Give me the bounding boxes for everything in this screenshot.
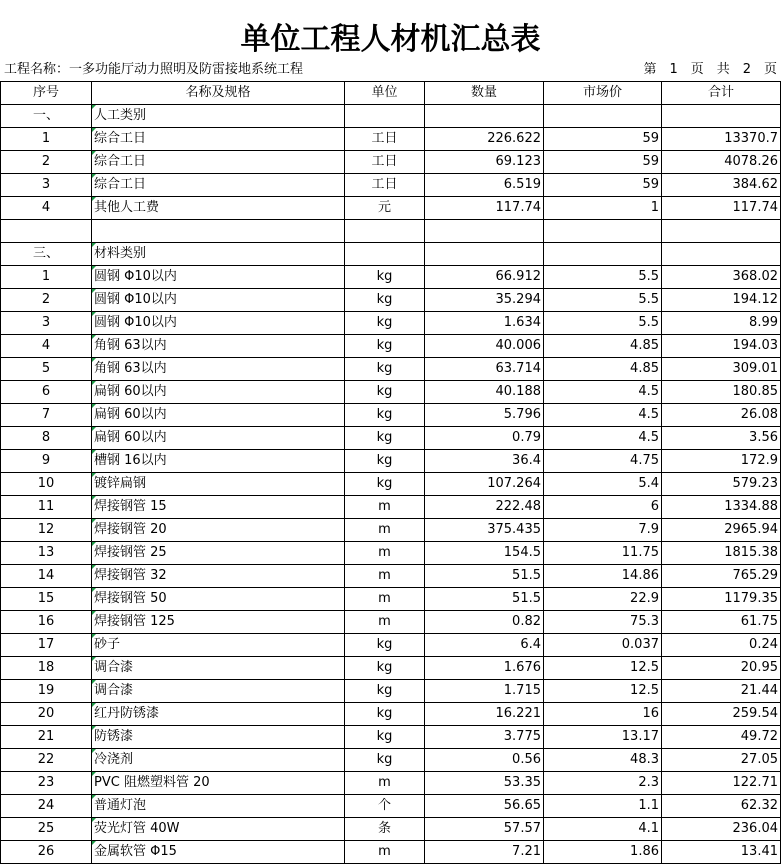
cell-no[interactable]: 6 bbox=[1, 381, 92, 404]
cell-unit[interactable]: kg bbox=[345, 358, 425, 381]
cell-price[interactable]: 5.4 bbox=[544, 473, 662, 496]
cell-no[interactable]: 21 bbox=[1, 726, 92, 749]
cell-no[interactable]: 7 bbox=[1, 404, 92, 427]
cell-no[interactable]: 18 bbox=[1, 657, 92, 680]
cell-qty[interactable]: 6.4 bbox=[425, 634, 544, 657]
table-row bbox=[1, 588, 781, 611]
cell-unit[interactable]: 条 bbox=[345, 818, 425, 841]
cell-unit[interactable]: kg bbox=[345, 726, 425, 749]
cell-price[interactable]: 7.9 bbox=[544, 519, 662, 542]
header-row bbox=[1, 82, 781, 105]
cell-name[interactable]: 圆钢 Φ10以内 bbox=[92, 312, 345, 335]
cell-no[interactable]: 22 bbox=[1, 749, 92, 772]
cell-price[interactable]: 13.17 bbox=[544, 726, 662, 749]
table-row bbox=[1, 450, 781, 473]
cell-no[interactable]: 20 bbox=[1, 703, 92, 726]
cell-price[interactable]: 16 bbox=[544, 703, 662, 726]
cell-no[interactable]: 1 bbox=[1, 128, 92, 151]
table-row bbox=[1, 657, 781, 680]
cell-qty[interactable]: 69.123 bbox=[425, 151, 544, 174]
cell-total[interactable]: 4078.26 bbox=[662, 151, 781, 174]
cell-price[interactable]: 5.5 bbox=[544, 289, 662, 312]
cell-total[interactable]: 8.99 bbox=[662, 312, 781, 335]
table-row bbox=[1, 197, 781, 220]
table-row bbox=[1, 726, 781, 749]
cell-name[interactable]: 焊接钢管 125 bbox=[92, 611, 345, 634]
cell-name[interactable]: 综合工日 bbox=[92, 151, 345, 174]
sheet-title: 单位工程人材机汇总表 bbox=[240, 22, 541, 57]
cell-total[interactable]: 1179.35 bbox=[662, 588, 781, 611]
table-row bbox=[1, 542, 781, 565]
cell-price[interactable]: 12.5 bbox=[544, 680, 662, 703]
col-header-no[interactable]: 序号 bbox=[1, 82, 92, 105]
cell-qty[interactable]: 3.775 bbox=[425, 726, 544, 749]
cell-name[interactable]: 焊接钢管 15 bbox=[92, 496, 345, 519]
cell-price[interactable]: 48.3 bbox=[544, 749, 662, 772]
cell-qty[interactable]: 36.4 bbox=[425, 450, 544, 473]
cell-total[interactable]: 0.24 bbox=[662, 634, 781, 657]
cell-no[interactable]: 2 bbox=[1, 289, 92, 312]
cell-no[interactable]: 13 bbox=[1, 542, 92, 565]
cell-unit[interactable]: m bbox=[345, 588, 425, 611]
cell-total[interactable]: 180.85 bbox=[662, 381, 781, 404]
cell-unit[interactable]: kg bbox=[345, 289, 425, 312]
table-row bbox=[1, 335, 781, 358]
cell-total[interactable]: 309.01 bbox=[662, 358, 781, 381]
cell-no[interactable]: 26 bbox=[1, 841, 92, 864]
cell-no[interactable]: 23 bbox=[1, 772, 92, 795]
cell-price[interactable] bbox=[544, 243, 662, 266]
cell-qty[interactable]: 63.714 bbox=[425, 358, 544, 381]
cell-name[interactable]: 圆钢 Φ10以内 bbox=[92, 266, 345, 289]
cell-price[interactable]: 4.1 bbox=[544, 818, 662, 841]
cell-name[interactable]: 镀锌扁钢 bbox=[92, 473, 345, 496]
cell-price[interactable]: 59 bbox=[544, 128, 662, 151]
cell-no[interactable]: 4 bbox=[1, 197, 92, 220]
cell-name[interactable]: 防锈漆 bbox=[92, 726, 345, 749]
cell-unit[interactable]: 工日 bbox=[345, 128, 425, 151]
table-row bbox=[1, 749, 781, 772]
cell-no[interactable]: 25 bbox=[1, 818, 92, 841]
table-row bbox=[1, 496, 781, 519]
cell-unit[interactable] bbox=[345, 105, 425, 128]
table-row bbox=[1, 611, 781, 634]
cell-unit[interactable]: 元 bbox=[345, 197, 425, 220]
table-row bbox=[1, 519, 781, 542]
cell-unit[interactable] bbox=[345, 243, 425, 266]
table-row bbox=[1, 266, 781, 289]
project-name: 工程名称：一多功能厅动力照明及防雷接地系统工程 bbox=[4, 62, 304, 77]
cell-unit[interactable]: m bbox=[345, 519, 425, 542]
cell-qty[interactable]: 35.294 bbox=[425, 289, 544, 312]
cell-total[interactable]: 384.62 bbox=[662, 174, 781, 197]
cell-no[interactable]: 16 bbox=[1, 611, 92, 634]
cell-name[interactable]: 调合漆 bbox=[92, 657, 345, 680]
cell-unit[interactable]: kg bbox=[345, 680, 425, 703]
cell-qty[interactable]: 226.622 bbox=[425, 128, 544, 151]
cell-unit[interactable]: kg bbox=[345, 266, 425, 289]
cell-unit[interactable]: m bbox=[345, 841, 425, 864]
cell-name[interactable]: 材料类别 bbox=[92, 243, 345, 266]
cell-name[interactable]: 焊接钢管 32 bbox=[92, 565, 345, 588]
cell-price[interactable]: 5.5 bbox=[544, 266, 662, 289]
cell-total[interactable]: 259.54 bbox=[662, 703, 781, 726]
cell-unit[interactable]: kg bbox=[345, 381, 425, 404]
project-info-line bbox=[0, 61, 781, 79]
cell-price[interactable]: 4.85 bbox=[544, 335, 662, 358]
cell-price[interactable]: 0.037 bbox=[544, 634, 662, 657]
cell-unit[interactable]: m bbox=[345, 772, 425, 795]
cell-price[interactable]: 1 bbox=[544, 197, 662, 220]
cell-unit[interactable]: 个 bbox=[345, 795, 425, 818]
cell-price[interactable]: 75.3 bbox=[544, 611, 662, 634]
cell-qty[interactable]: 1.715 bbox=[425, 680, 544, 703]
cell-price[interactable]: 1.86 bbox=[544, 841, 662, 864]
table-row bbox=[1, 818, 781, 841]
cell-price[interactable]: 12.5 bbox=[544, 657, 662, 680]
cell-qty[interactable] bbox=[425, 243, 544, 266]
cell-name[interactable]: 普通灯泡 bbox=[92, 795, 345, 818]
cell-unit[interactable]: 工日 bbox=[345, 151, 425, 174]
cell-unit[interactable]: kg bbox=[345, 450, 425, 473]
cell-price[interactable] bbox=[544, 220, 662, 243]
cell-no[interactable]: 15 bbox=[1, 588, 92, 611]
table-row bbox=[1, 381, 781, 404]
cell-total[interactable]: 13.41 bbox=[662, 841, 781, 864]
cell-price[interactable]: 4.5 bbox=[544, 381, 662, 404]
cell-name[interactable]: 综合工日 bbox=[92, 174, 345, 197]
cell-price[interactable]: 4.5 bbox=[544, 404, 662, 427]
cell-qty[interactable]: 222.48 bbox=[425, 496, 544, 519]
cell-no[interactable]: 2 bbox=[1, 151, 92, 174]
table-row bbox=[1, 841, 781, 864]
cell-qty[interactable]: 0.56 bbox=[425, 749, 544, 772]
cell-no[interactable]: 5 bbox=[1, 358, 92, 381]
col-header-qty[interactable]: 数量 bbox=[425, 82, 544, 105]
cell-no[interactable]: 3 bbox=[1, 312, 92, 335]
cell-name[interactable]: 圆钢 Φ10以内 bbox=[92, 289, 345, 312]
cell-no[interactable]: 一、 bbox=[1, 105, 92, 128]
cell-total[interactable]: 579.23 bbox=[662, 473, 781, 496]
cell-qty[interactable] bbox=[425, 105, 544, 128]
cell-name[interactable]: PVC 阻燃塑料管 20 bbox=[92, 772, 345, 795]
cell-qty[interactable]: 5.796 bbox=[425, 404, 544, 427]
cell-qty[interactable]: 51.5 bbox=[425, 565, 544, 588]
cell-name[interactable]: 扁钢 60以内 bbox=[92, 404, 345, 427]
cell-total[interactable]: 122.71 bbox=[662, 772, 781, 795]
cell-name[interactable]: 焊接钢管 20 bbox=[92, 519, 345, 542]
cell-qty[interactable]: 56.65 bbox=[425, 795, 544, 818]
cell-qty[interactable]: 66.912 bbox=[425, 266, 544, 289]
col-header-name[interactable]: 名称及规格 bbox=[92, 82, 345, 105]
table-row bbox=[1, 358, 781, 381]
cell-unit[interactable]: kg bbox=[345, 749, 425, 772]
table-row bbox=[1, 105, 781, 128]
table-row bbox=[1, 128, 781, 151]
table-row bbox=[1, 151, 781, 174]
cell-price[interactable]: 6 bbox=[544, 496, 662, 519]
cell-qty[interactable]: 375.435 bbox=[425, 519, 544, 542]
cell-total[interactable]: 1815.38 bbox=[662, 542, 781, 565]
col-header-total[interactable]: 合计 bbox=[662, 82, 781, 105]
table-row bbox=[1, 404, 781, 427]
cell-no[interactable]: 3 bbox=[1, 174, 92, 197]
cell-name[interactable]: 焊接钢管 25 bbox=[92, 542, 345, 565]
cell-no[interactable]: 1 bbox=[1, 266, 92, 289]
cell-unit[interactable]: m bbox=[345, 565, 425, 588]
cell-qty[interactable]: 1.676 bbox=[425, 657, 544, 680]
cell-total[interactable]: 1334.88 bbox=[662, 496, 781, 519]
cell-name[interactable]: 综合工日 bbox=[92, 128, 345, 151]
table-row bbox=[1, 795, 781, 818]
table-row bbox=[1, 427, 781, 450]
cell-qty[interactable]: 107.264 bbox=[425, 473, 544, 496]
cell-total[interactable]: 2965.94 bbox=[662, 519, 781, 542]
cell-price[interactable]: 1.1 bbox=[544, 795, 662, 818]
cell-total[interactable] bbox=[662, 105, 781, 128]
cell-total[interactable]: 20.95 bbox=[662, 657, 781, 680]
cell-no[interactable]: 24 bbox=[1, 795, 92, 818]
cell-total[interactable]: 117.74 bbox=[662, 197, 781, 220]
cell-unit[interactable]: kg bbox=[345, 427, 425, 450]
cell-price[interactable]: 22.9 bbox=[544, 588, 662, 611]
cell-no[interactable]: 19 bbox=[1, 680, 92, 703]
cell-no[interactable]: 11 bbox=[1, 496, 92, 519]
cell-name[interactable]: 人工类别 bbox=[92, 105, 345, 128]
cell-price[interactable]: 4.5 bbox=[544, 427, 662, 450]
cell-total[interactable]: 194.03 bbox=[662, 335, 781, 358]
cell-unit[interactable] bbox=[345, 220, 425, 243]
table-row bbox=[1, 703, 781, 726]
cell-price[interactable]: 59 bbox=[544, 151, 662, 174]
cell-qty[interactable]: 1.634 bbox=[425, 312, 544, 335]
cell-price[interactable]: 2.3 bbox=[544, 772, 662, 795]
cell-no[interactable]: 三、 bbox=[1, 243, 92, 266]
cell-unit[interactable]: kg bbox=[345, 703, 425, 726]
table-row bbox=[1, 220, 781, 243]
cell-price[interactable]: 11.75 bbox=[544, 542, 662, 565]
cell-price[interactable] bbox=[544, 105, 662, 128]
cell-no[interactable]: 4 bbox=[1, 335, 92, 358]
cell-qty[interactable]: 40.188 bbox=[425, 381, 544, 404]
cell-qty[interactable]: 40.006 bbox=[425, 335, 544, 358]
page-info: 第 1 页 共 2 页 bbox=[643, 62, 777, 77]
cell-qty[interactable]: 57.57 bbox=[425, 818, 544, 841]
table-row bbox=[1, 680, 781, 703]
cell-name[interactable]: 焊接钢管 50 bbox=[92, 588, 345, 611]
table-row bbox=[1, 174, 781, 197]
cell-total[interactable]: 62.32 bbox=[662, 795, 781, 818]
cell-name[interactable]: 红丹防锈漆 bbox=[92, 703, 345, 726]
cell-price[interactable]: 59 bbox=[544, 174, 662, 197]
cell-total[interactable]: 26.08 bbox=[662, 404, 781, 427]
cell-name[interactable]: 扁钢 60以内 bbox=[92, 427, 345, 450]
cell-no[interactable]: 12 bbox=[1, 519, 92, 542]
cell-name[interactable] bbox=[92, 220, 345, 243]
cell-no[interactable]: 8 bbox=[1, 427, 92, 450]
cell-qty[interactable] bbox=[425, 220, 544, 243]
cell-name[interactable]: 金属软管 Φ15 bbox=[92, 841, 345, 864]
cell-name[interactable]: 角钢 63以内 bbox=[92, 335, 345, 358]
table-row bbox=[1, 243, 781, 266]
cell-name[interactable]: 荧光灯管 40W bbox=[92, 818, 345, 841]
cell-price[interactable]: 5.5 bbox=[544, 312, 662, 335]
cell-total[interactable]: 765.29 bbox=[662, 565, 781, 588]
cell-qty[interactable]: 7.21 bbox=[425, 841, 544, 864]
cell-no[interactable]: 10 bbox=[1, 473, 92, 496]
cell-total[interactable] bbox=[662, 220, 781, 243]
cell-unit[interactable]: kg bbox=[345, 634, 425, 657]
cell-name[interactable]: 扁钢 60以内 bbox=[92, 381, 345, 404]
table-row bbox=[1, 772, 781, 795]
cell-unit[interactable]: kg bbox=[345, 657, 425, 680]
table-row bbox=[1, 312, 781, 335]
cell-name[interactable]: 调合漆 bbox=[92, 680, 345, 703]
table-row bbox=[1, 473, 781, 496]
cell-total[interactable]: 3.56 bbox=[662, 427, 781, 450]
cell-price[interactable]: 4.85 bbox=[544, 358, 662, 381]
cell-unit[interactable]: m bbox=[345, 611, 425, 634]
cell-no[interactable]: 14 bbox=[1, 565, 92, 588]
cell-name[interactable]: 其他人工费 bbox=[92, 197, 345, 220]
cell-name[interactable]: 砂子 bbox=[92, 634, 345, 657]
cell-qty[interactable]: 0.82 bbox=[425, 611, 544, 634]
cell-total[interactable]: 21.44 bbox=[662, 680, 781, 703]
cell-total[interactable]: 61.75 bbox=[662, 611, 781, 634]
cell-total[interactable]: 27.05 bbox=[662, 749, 781, 772]
col-header-unit[interactable]: 单位 bbox=[345, 82, 425, 105]
table-row bbox=[1, 289, 781, 312]
cell-unit[interactable]: kg bbox=[345, 473, 425, 496]
cell-no[interactable] bbox=[1, 220, 92, 243]
cell-unit[interactable]: m bbox=[345, 542, 425, 565]
cell-qty[interactable]: 16.221 bbox=[425, 703, 544, 726]
cell-qty[interactable]: 154.5 bbox=[425, 542, 544, 565]
cell-total[interactable]: 49.72 bbox=[662, 726, 781, 749]
cell-unit[interactable]: m bbox=[345, 496, 425, 519]
cell-qty[interactable]: 6.519 bbox=[425, 174, 544, 197]
summary-table bbox=[0, 81, 781, 864]
cell-qty[interactable]: 0.79 bbox=[425, 427, 544, 450]
cell-unit[interactable]: kg bbox=[345, 335, 425, 358]
cell-qty[interactable]: 117.74 bbox=[425, 197, 544, 220]
cell-total[interactable]: 368.02 bbox=[662, 266, 781, 289]
table-row bbox=[1, 634, 781, 657]
col-header-price[interactable]: 市场价 bbox=[544, 82, 662, 105]
cell-unit[interactable]: kg bbox=[345, 404, 425, 427]
cell-unit[interactable]: 工日 bbox=[345, 174, 425, 197]
cell-price[interactable]: 4.75 bbox=[544, 450, 662, 473]
cell-no[interactable]: 9 bbox=[1, 450, 92, 473]
cell-total[interactable]: 13370.7 bbox=[662, 128, 781, 151]
cell-total[interactable] bbox=[662, 243, 781, 266]
cell-no[interactable]: 17 bbox=[1, 634, 92, 657]
cell-name[interactable]: 冷浇剂 bbox=[92, 749, 345, 772]
cell-name[interactable]: 角钢 63以内 bbox=[92, 358, 345, 381]
table-row bbox=[1, 565, 781, 588]
cell-name[interactable]: 槽钢 16以内 bbox=[92, 450, 345, 473]
cell-total[interactable]: 194.12 bbox=[662, 289, 781, 312]
cell-unit[interactable]: kg bbox=[345, 312, 425, 335]
cell-total[interactable]: 236.04 bbox=[662, 818, 781, 841]
cell-qty[interactable]: 51.5 bbox=[425, 588, 544, 611]
cell-price[interactable]: 14.86 bbox=[544, 565, 662, 588]
cell-total[interactable]: 172.9 bbox=[662, 450, 781, 473]
cell-qty[interactable]: 53.35 bbox=[425, 772, 544, 795]
